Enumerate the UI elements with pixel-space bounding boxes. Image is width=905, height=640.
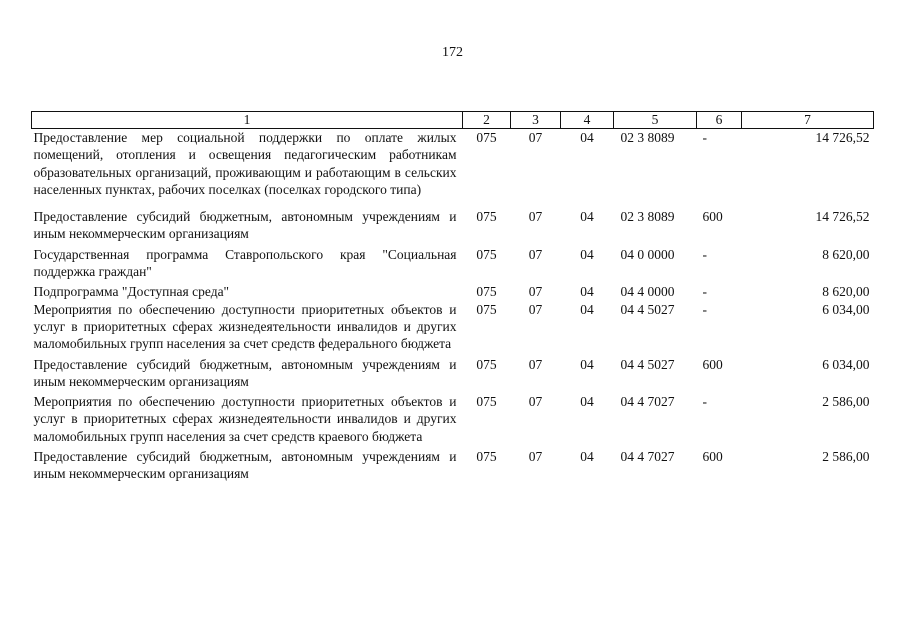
row-col-2: 075 <box>476 209 497 225</box>
row-col-3: 07 <box>528 209 543 225</box>
row-col-4: 04 <box>580 130 594 145</box>
row-amount: 14 726,52 <box>815 209 870 225</box>
row-amount: 6 034,00 <box>822 356 870 372</box>
row-name: Мероприятия по обеспечению доступности приоритетных объектов и услуг в приоритетных сферах жизнедеятельности инвалидов и других маломобильных групп населения за счет средств федерального бюджета <box>33 301 457 352</box>
row-name: Подпрограмма "Доступная среда" <box>33 284 230 300</box>
row-col-2: 075 <box>476 356 497 372</box>
table-row <box>32 208 874 246</box>
row-col-5: 04 4 0000 <box>620 284 675 300</box>
row-amount: 8 620,00 <box>822 246 870 262</box>
table-header <box>32 112 874 129</box>
row-col-5: 04 4 5027 <box>620 301 675 317</box>
row-col-3: 07 <box>528 356 543 372</box>
row-name: Мероприятия по обеспечению доступности приоритетных объектов и услуг в приоритетных сферах жизнедеятельности инвалидов и других маломобильных групп населения за счет средств краевого бюджета <box>33 394 457 444</box>
row-col-6: 600 <box>702 356 723 372</box>
table-row <box>32 301 874 356</box>
row-col-6: - <box>702 284 707 300</box>
row-col-3: 07 <box>528 284 543 300</box>
row-col-4: 04 <box>580 209 594 225</box>
row-col-4: 04 <box>580 394 594 410</box>
row-name: Предоставление субсидий бюджетным, автономным учреждениям и иным некоммерческим организациям <box>33 449 457 482</box>
row-amount: 2 586,00 <box>822 449 870 465</box>
row-col-2: 075 <box>476 449 497 465</box>
row-col-4: 04 <box>580 449 594 465</box>
row-col-2: 075 <box>476 301 497 317</box>
header-col-4: 4 <box>561 112 614 129</box>
header-col-5: 5 <box>614 112 697 129</box>
row-col-5: 02 3 8089 <box>620 130 675 145</box>
row-col-4: 04 <box>580 246 594 262</box>
row-col-5: 04 0 0000 <box>620 246 675 262</box>
row-col-5: 04 4 7027 <box>620 449 675 465</box>
budget-table <box>31 111 874 483</box>
row-col-6: - <box>702 394 707 410</box>
table-row <box>32 356 874 394</box>
row-col-5: 04 4 7027 <box>620 394 675 410</box>
header-col-6: 6 <box>697 112 742 129</box>
table-row <box>32 283 874 300</box>
page-number: 172 <box>442 45 463 60</box>
row-col-6: 600 <box>702 209 723 225</box>
row-col-2: 075 <box>476 284 497 300</box>
header-col-7: 7 <box>742 112 874 129</box>
table-row <box>32 393 874 448</box>
header-col-3: 3 <box>511 112 561 129</box>
row-col-6: - <box>702 246 707 262</box>
table-body <box>32 129 874 483</box>
table-row <box>32 246 874 284</box>
header-col-2: 2 <box>463 112 511 129</box>
row-name: Предоставление мер социальной поддержки по оплате жилых помещений, отопления и освещения педагогическим работникам образовательных организаций, проживающим и работающим в сельских населенных пунктах, рабочих поселках (поселках городского типа) <box>33 130 457 197</box>
row-amount: 8 620,00 <box>822 284 870 300</box>
row-col-2: 075 <box>476 394 497 410</box>
row-col-6: - <box>702 130 707 145</box>
table-row <box>32 448 874 483</box>
row-col-2: 075 <box>476 246 497 262</box>
header-row <box>32 112 874 129</box>
row-col-3: 07 <box>528 449 543 465</box>
row-col-3: 07 <box>528 394 543 410</box>
row-name: Государственная программа Ставропольского края "Социальная поддержка граждан" <box>33 246 457 280</box>
row-name: Предоставление субсидий бюджетным, автономным учреждениям и иным некоммерческим организациям <box>33 356 457 389</box>
row-amount: 2 586,00 <box>822 394 870 410</box>
row-col-4: 04 <box>580 356 594 372</box>
row-col-5: 04 4 5027 <box>620 356 675 372</box>
table-row <box>32 129 874 209</box>
row-col-2: 075 <box>476 130 497 145</box>
row-col-4: 04 <box>580 284 594 300</box>
row-col-3: 07 <box>528 301 543 317</box>
row-amount: 6 034,00 <box>822 301 870 317</box>
row-name: Предоставление субсидий бюджетным, автономным учреждениям и иным некоммерческим организациям <box>33 209 457 242</box>
row-col-3: 07 <box>528 246 543 262</box>
row-col-5: 02 3 8089 <box>620 209 675 225</box>
header-col-1: 1 <box>32 112 463 129</box>
row-col-6: 600 <box>702 449 723 465</box>
row-col-4: 04 <box>580 301 594 317</box>
row-col-3: 07 <box>528 130 543 145</box>
row-amount: 14 726,52 <box>815 130 870 145</box>
row-col-6: - <box>702 301 707 317</box>
